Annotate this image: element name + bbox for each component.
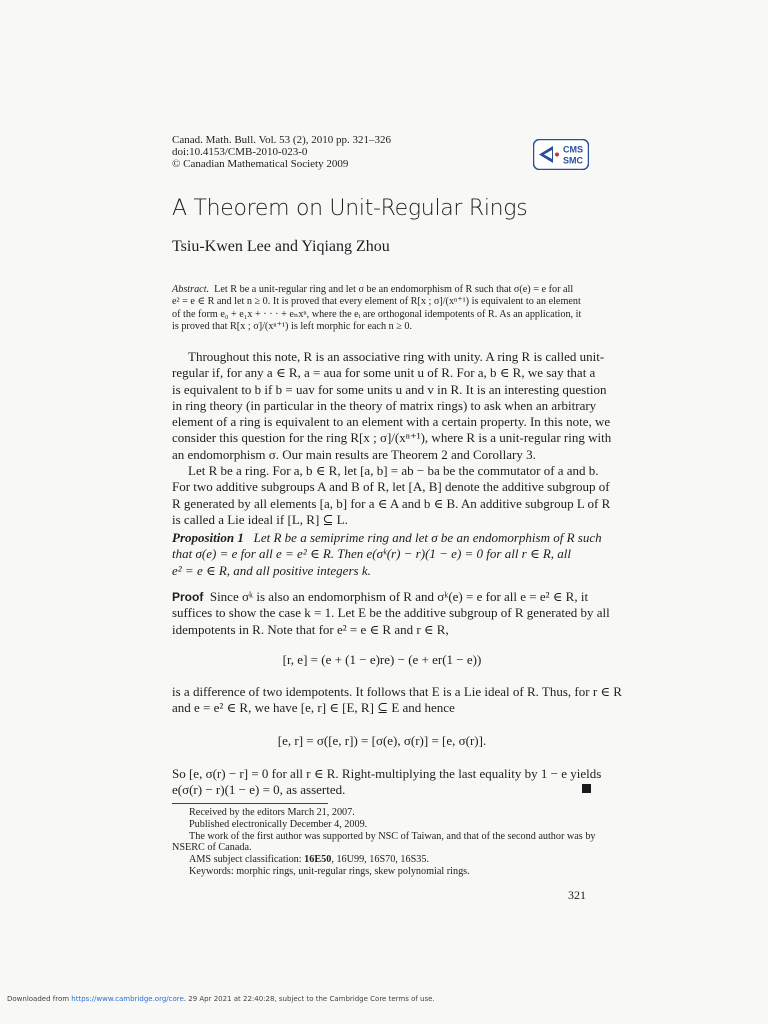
citation-line: Canad. Math. Bull. Vol. 53 (2), 2010 pp. 321–326	[172, 134, 391, 146]
intro-line: is equivalent to b if b = uav for some units u and v in R. It is an interesting question	[172, 381, 607, 397]
qed-square-icon	[582, 784, 591, 793]
proposition-line: that σ(e) = e for all e = e² ∈ R. Then e(σᵏ(r) − r)(1 − e) = 0 for all r ∈ R, all	[172, 546, 572, 562]
proof-line: and e = e² ∈ R, we have [e, r] ∈ [E, R] ⊆ E and hence	[172, 700, 455, 716]
abstract	[172, 284, 592, 333]
cambridge-core-link[interactable]: https://www.cambridge.org/core	[71, 995, 184, 1003]
intro-line: in ring theory (in particular in the theory of matrix rings) to ask when an arbitrary	[172, 397, 597, 413]
proposition-line: Let R be a semiprime ring and let σ be an endomorphism of R such	[253, 530, 602, 545]
abstract-line: Let R be a unit-regular ring and let σ be an endomorphism of R such that σ(e) = e for all	[214, 284, 574, 295]
proposition-head: Proposition 1	[172, 530, 244, 545]
doi-line: doi:10.4153/CMB-2010-023-0	[172, 146, 308, 158]
equation-1: [r, e] = (e + (1 − e)re) − (e + er(1 − e))	[282, 652, 482, 667]
proof-part-c	[172, 766, 602, 799]
authors: Tsiu-Kwen Lee and Yiqiang Zhou	[172, 238, 390, 255]
intro-line: Let R be a ring. For a, b ∈ R, let [a, b] = ab − ba be the commutator of a and b.	[188, 463, 599, 479]
intro-line: an endomorphism σ. Our main results are Theorem 2 and Corollary 3.	[172, 446, 536, 462]
logo-text-top: CMS	[563, 144, 583, 155]
intro-line: is called a Lie ideal if [L, R] ⊆ L.	[172, 511, 348, 527]
support-note: The work of the first author was supported by NSC of Taiwan, and that of the second author was by	[189, 830, 596, 842]
download-footer: Downloaded from https://www.cambridge.org/core. 29 Apr 2021 at 22:40:28, subject to the Cambridge Core terms of use.	[7, 995, 435, 1003]
logo-text-bottom: SMC	[563, 155, 583, 166]
published-note: Published electronically December 4, 2009.	[189, 818, 368, 830]
support-note-cont: NSERC of Canada.	[172, 842, 252, 854]
footnote-divider	[172, 803, 328, 804]
proposition	[172, 530, 602, 579]
journal-header	[172, 134, 391, 170]
intro-line: regular if, for any a ∈ R, a = aua for some unit u of R. For a, b ∈ R, we say that a	[172, 365, 596, 381]
proof-line: idempotents in R. Note that for e² = e ∈ R and r ∈ R,	[172, 621, 449, 637]
proof-part-b	[172, 684, 622, 717]
received-note: Received by the editors March 21, 2007.	[189, 807, 355, 818]
ams-classification: AMS subject classification: 16E50, 16U99, 16S70, 16S35.	[189, 854, 429, 866]
page-number: 321	[568, 888, 586, 902]
proof-line: suffices to show the case k = 1. Let E be the additive subgroup of R generated by all	[172, 605, 610, 621]
proof-line: e(σ(r) − r)(1 − e) = 0, as asserted.	[172, 782, 346, 798]
proof-head: Proof	[172, 590, 204, 604]
copyright-line: © Canadian Mathematical Society 2009	[172, 158, 349, 170]
intro-line: Throughout this note, R is an associative ring with unity. A ring R is called unit-	[188, 349, 605, 364]
abstract-label: Abstract.	[172, 284, 210, 295]
abstract-line: is proved that R[x ; σ]/(xⁿ⁺¹) is left morphic for each n ≥ 0.	[172, 320, 412, 332]
cms-logo	[533, 139, 589, 170]
keywords-note: Keywords: morphic rings, unit-regular rings, skew polynomial rings.	[189, 865, 470, 877]
abstract-line: e² = e ∈ R and let n ≥ 0. It is proved that every element of R[x ; σ]/(xⁿ⁺¹) is equivalent to an element	[172, 296, 581, 308]
abstract-line: of the form e₀ + e₁x + · · · + eₙxⁿ, where the eᵢ are orthogonal idempotents of R. As an application, it	[172, 308, 582, 320]
proof-part-a	[172, 589, 610, 638]
proof-line: So [e, σ(r) − r] = 0 for all r ∈ R. Right-multiplying the last equality by 1 − e yields	[172, 766, 602, 781]
intro-line: element of a ring is equivalent to an element with a certain property. In this note, we	[172, 414, 611, 430]
proposition-line: e² = e ∈ R, and all positive integers k.	[172, 562, 371, 578]
intro-line: R generated by all elements [a, b] for a ∈ A and b ∈ B. An additive subgroup L of R	[172, 495, 611, 511]
proof-line: is a difference of two idempotents. It follows that E is a Lie ideal of R. Thus, for r ∈ R	[172, 684, 622, 699]
paper-title: A Theorem on Unit-Regular Rings	[172, 196, 528, 221]
intro-paragraph	[172, 349, 612, 528]
proof-line: Since σᵏ is also an endomorphism of R and σᵏ(e) = e for all e = e² ∈ R, it	[209, 589, 589, 604]
equation-2: [e, r] = σ([e, r]) = [σ(e), σ(r)] = [e, σ(r)].	[277, 733, 487, 748]
footnotes	[172, 807, 596, 878]
intro-line: consider this question for the ring R[x ; σ]/(xⁿ⁺¹), where R is a unit-regular ring with	[172, 430, 612, 446]
intro-line: For two additive subgroups A and B of R, let [A, B] denote the additive subgroup of	[172, 479, 610, 495]
